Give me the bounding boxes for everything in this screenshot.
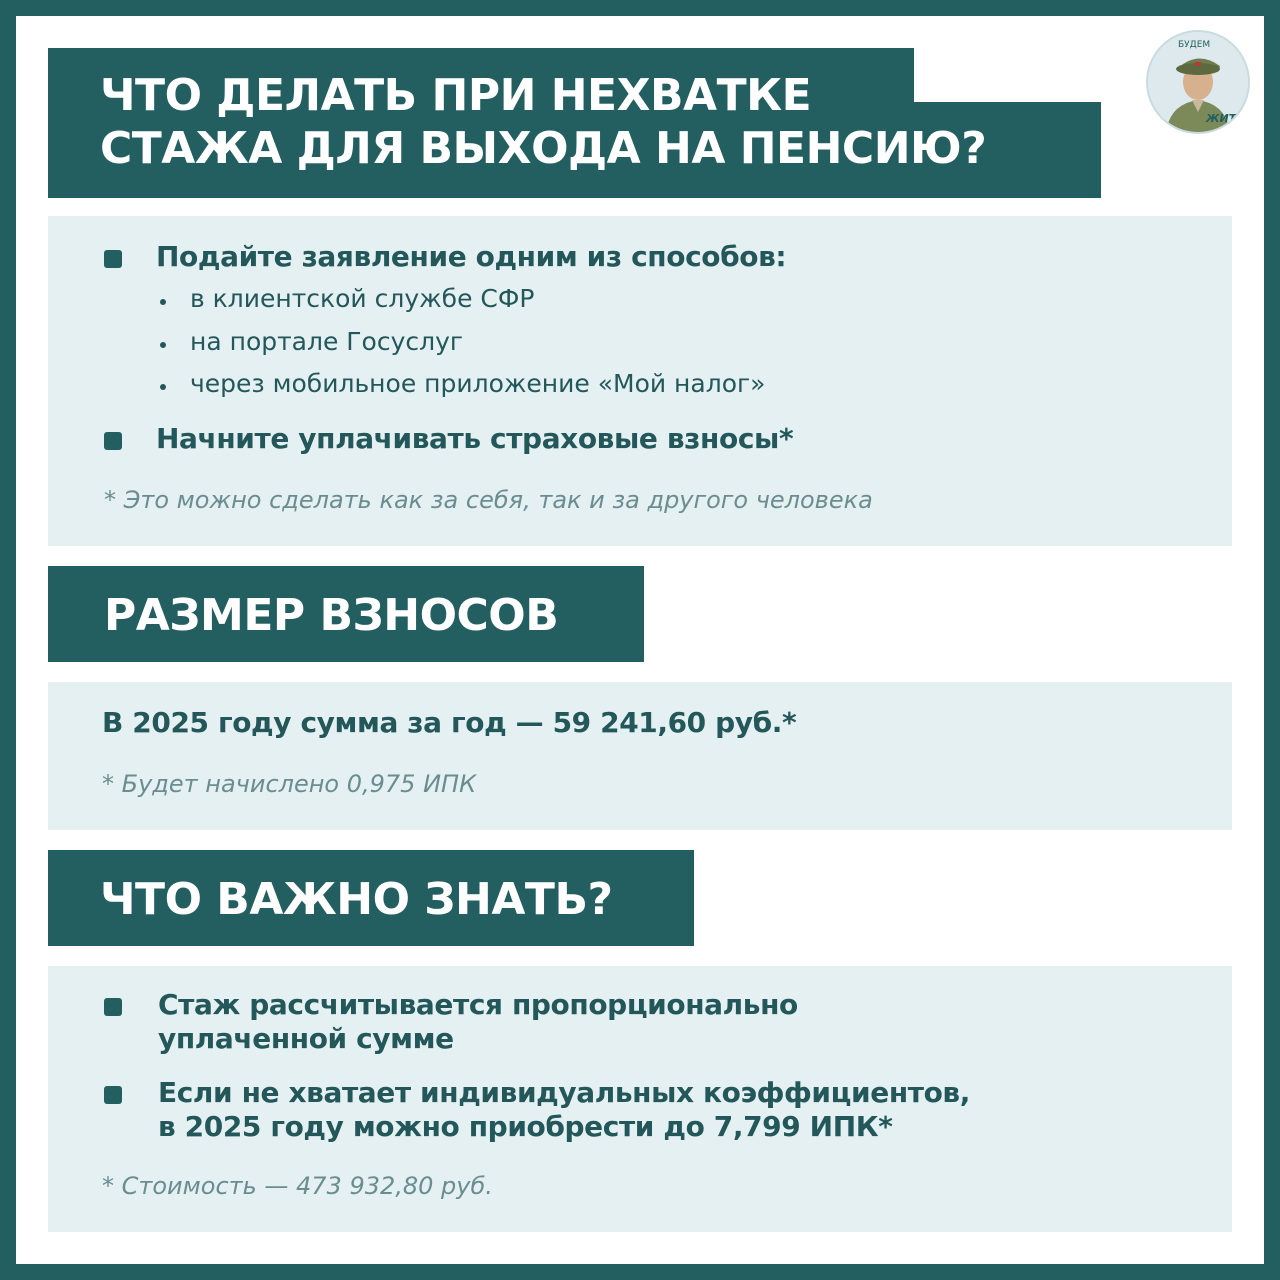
step-pay-contributions: Начните уплачивать страховые взносы* [156, 422, 794, 455]
bullet-square [104, 432, 122, 450]
subitem-sfr: в клиентской службе СФР [190, 284, 535, 313]
subitem-moy-nalog: через мобильное приложение «Мой налог» [190, 369, 766, 398]
contribution-footnote: * Будет начислено 0,975 ИПК [102, 770, 477, 798]
sub-bullet [160, 342, 166, 348]
subitem-gosuslugi: на портале Госуслуг [190, 327, 464, 356]
main-title-line2: СТАЖА ДЛЯ ВЫХОДА НА ПЕНСИЮ? [100, 123, 987, 174]
important-banner [48, 850, 694, 946]
sub-bullet [160, 384, 166, 390]
important-item1-line1: Стаж рассчитывается пропорционально [158, 988, 798, 1021]
step-submit-application: Подайте заявление одним из способов: [156, 240, 787, 273]
important-footnote: * Стоимость — 473 932,80 руб. [102, 1172, 493, 1200]
contributions-banner [48, 566, 644, 662]
sub-bullet [160, 299, 166, 305]
important-item1-line2: уплаченной сумме [158, 1022, 454, 1055]
important-item2-line1: Если не хватает индивидуальных коэффициентов, [158, 1076, 970, 1109]
bullet-square [104, 1086, 122, 1104]
page-frame [16, 16, 1264, 1264]
important-card [48, 966, 1232, 1232]
bullet-square [104, 250, 122, 268]
logo-text-top: БУДЕМ [1178, 40, 1211, 50]
main-title [48, 48, 1101, 198]
important-item2-line2: в 2025 году можно приобрести до 7,799 ИПК* [158, 1110, 893, 1143]
logo-text-bottom: ЖИТЬ [1206, 112, 1245, 125]
main-title-line1: ЧТО ДЕЛАТЬ ПРИ НЕХВАТКЕ [100, 70, 812, 121]
important-title: ЧТО ВАЖНО ЗНАТЬ? [100, 874, 613, 925]
steps-footnote: * Это можно сделать как за себя, так и за другого человека [104, 486, 873, 514]
contribution-amount: В 2025 году сумма за год — 59 241,60 руб.* [102, 706, 797, 739]
budem-zhit-logo [1146, 30, 1250, 134]
contributions-title: РАЗМЕР ВЗНОСОВ [104, 590, 559, 641]
contributions-card [48, 682, 1232, 830]
bullet-square [104, 998, 122, 1016]
steps-card [48, 216, 1232, 546]
